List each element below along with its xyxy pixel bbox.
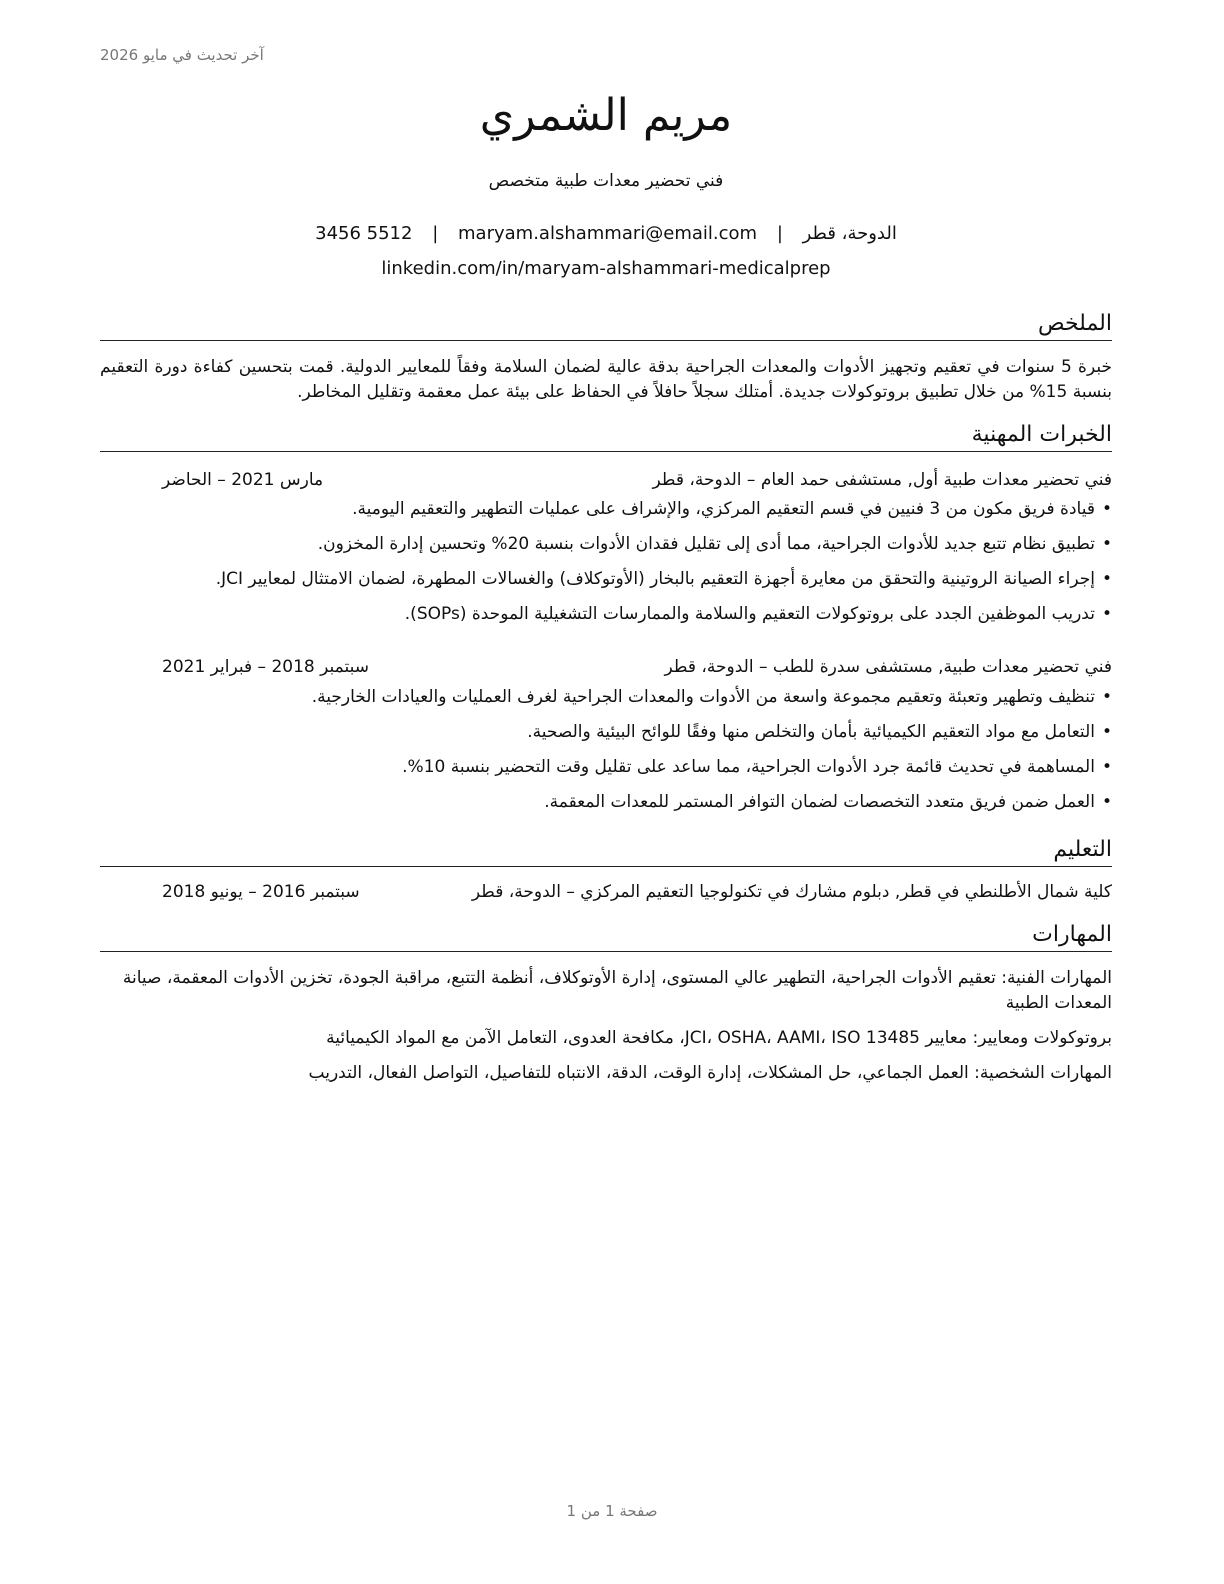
skills-soft: المهارات الشخصية: العمل الجماعي، حل المشكلات، إدارة الوقت، الدقة، الانتباه للتفاصيل، التواصل الفعال، التدريب [308, 1063, 1112, 1083]
skills-heading: المهارات [100, 920, 1112, 952]
contact-separator: | [432, 223, 439, 244]
list-item: •تطبيق نظام تتبع جديد للأدوات الجراحية، مما أدى إلى تقليل فقدان الأدوات بنسبة 20% وتحسين إدارة المخزون. [317, 534, 1112, 554]
page-number: صفحة 1 من 1 [566, 1502, 658, 1520]
job-title-employer: فني تحضير معدات طبية, مستشفى سدرة للطب – الدوحة، قطر [664, 657, 1112, 677]
contact-email[interactable]: maryam.alshammari@email.com [458, 223, 758, 244]
bullet-icon: • [1101, 722, 1112, 742]
list-item: •التعامل مع مواد التعقيم الكيميائية بأمان والتخلص منها وفقًا للوائح البيئية والصحية. [527, 722, 1112, 742]
summary-text: خبرة 5 سنوات في تعقيم وتجهيز الأدوات والمعدات الجراحية بدقة عالية لضمان السلامة وفقاً للمعايير الدولية. قمت بتحسين كفاءة دورة التعقيم بنسبة 15% من خلال تطبيق بروتوكولات جديدة. أمتلك سجلاً حافلاً في الحفاظ على بيئة عمل معقمة وتقليل المخاطر. [100, 357, 1112, 402]
education-dates: سبتمبر 2016 – يونيو 2018 [162, 882, 360, 902]
bullet-icon: • [1101, 792, 1112, 812]
list-item: •قيادة فريق مكون من 3 فنيين في قسم التعقيم المركزي، والإشراف على عمليات التطهير والتعقيم اليومية. [352, 499, 1112, 519]
job-title-employer: فني تحضير معدات طبية أول, مستشفى حمد العام – الدوحة، قطر [652, 470, 1112, 490]
candidate-name: مريم الشمري [479, 90, 733, 141]
contact-location: الدوحة، قطر [802, 223, 897, 244]
bullet-icon: • [1101, 687, 1112, 707]
list-item: •المساهمة في تحديث قائمة جرد الأدوات الجراحية، مما ساعد على تقليل وقت التحضير بنسبة 10%. [402, 757, 1112, 777]
last-updated-note: آخر تحديث في مايو 2026 [100, 46, 264, 64]
bullet-icon: • [1101, 569, 1112, 589]
contact-separator: | [776, 223, 783, 244]
education-institution: كلية شمال الأطلنطي في قطر, دبلوم مشارك في تكنولوجيا التعقيم المركزي – الدوحة، قطر [471, 882, 1112, 902]
education-heading: التعليم [100, 835, 1112, 867]
job-bullets [100, 492, 1112, 632]
job-title: فني تحضير معدات طبية متخصص [488, 171, 724, 191]
bullet-icon: • [1101, 499, 1112, 519]
experience-heading: الخبرات المهنية [100, 420, 1112, 452]
list-item: •تنظيف وتطهير وتعبئة وتعقيم مجموعة واسعة من الأدوات والمعدات الجراحية لغرف العمليات والعيادات الخارجية. [311, 687, 1112, 707]
bullet-icon: • [1101, 534, 1112, 554]
summary-heading: الملخص [100, 309, 1112, 341]
list-item: •العمل ضمن فريق متعدد التخصصات لضمان التوافر المستمر للمعدات المعقمة. [544, 792, 1112, 812]
list-item: •تدريب الموظفين الجدد على بروتوكولات التعقيم والسلامة والممارسات التشغيلية الموحدة (SOPs). [404, 604, 1112, 624]
skills-protocols: بروتوكولات ومعايير: معايير JCI، OSHA، AAMI، ISO 13485، مكافحة العدوى، التعامل الآمن مع المواد الكيميائية [326, 1028, 1112, 1048]
job-dates: سبتمبر 2018 – فبراير 2021 [162, 657, 369, 677]
job-bullets [100, 680, 1112, 820]
job-dates: مارس 2021 – الحاضر [162, 470, 324, 490]
contact-phone: 3456 5512 [315, 223, 413, 244]
bullet-icon: • [1101, 604, 1112, 624]
list-item: •إجراء الصيانة الروتينية والتحقق من معايرة أجهزة التعقيم بالبخار (الأوتوكلاف) والغسالات المطهرة، لضمان الامتثال لمعايير JCI. [215, 569, 1112, 589]
linkedin-link[interactable]: linkedin.com/in/maryam-alshammari-medicalprep [381, 258, 831, 279]
bullet-icon: • [1101, 757, 1112, 777]
contact-line [100, 223, 1112, 244]
skills-technical: المهارات الفنية: تعقيم الأدوات الجراحية، التطهير عالي المستوى، إدارة الأوتوكلاف، أنظمة التتبع، مراقبة الجودة، تخزين الأدوات المعقمة، صيانة المعدات الطبية [122, 968, 1112, 1013]
